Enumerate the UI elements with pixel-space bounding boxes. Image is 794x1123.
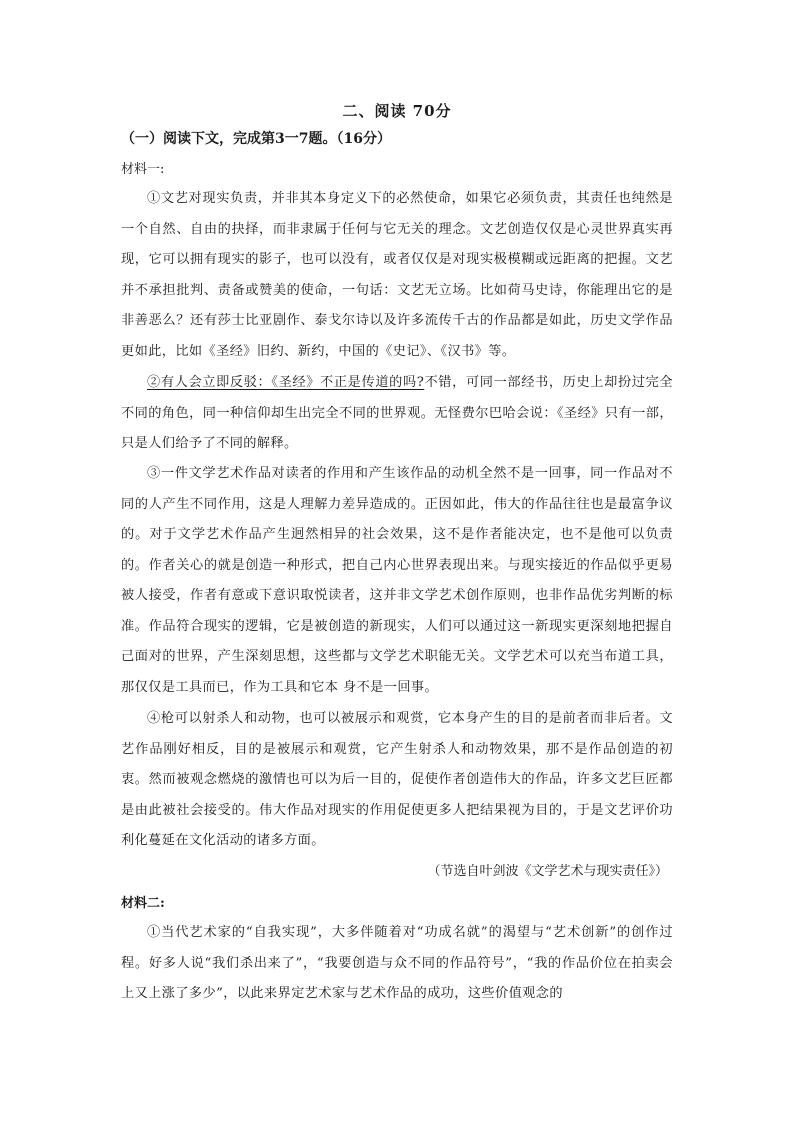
source-citation: （节选自叶剑波《文学艺术与现实责任》） bbox=[427, 864, 668, 879]
material-one-paragraph-3: ③一件文学艺术作品对读者的作用和产生该作品的动机全然不是一回事，同一作品对不同的人产生不同作用，这是人理解力差异造成的。正因如此，伟大的作品往往也是最富争议的。对于文学艺术作品产生迥然相异的社会效果，这不是作者能决定，也不是他可以负责的。作者关心的就是创造一种形式，把自己内心世界表现出来。与现实接近的作品似乎更易被人接受，作者有意或下意识取悦读者，这并非文学艺术创作原则，也非作品优劣判断的标准。作品符合现实的逻辑，它是被创造的新现实，人们可以通过这一新现实更深刻地把握自己面对的世界，产生深刻思想，这些都与文学艺术职能无关。文学艺术可以充当布道工具，那仅仅是工具而已，作为工具和它本 身不是一回事。 bbox=[121, 466, 673, 695]
paragraph-2-rest: 不错，可同一部经书，历史上却扮过完全不同的角色，同一种信仰却生出完全不同的世界观。无怪费尔巴哈会说：《圣经》只有一部，只是人们给予了不同的解释。 bbox=[121, 375, 673, 451]
material-one-paragraph-4: ④枪可以射杀人和动物，也可以被展示和观赏，它本身产生的目的是前者而非后者。文艺作品刚好相反，目的是被展示和观赏，它产生射杀人和动物效果，那不是作品创造的初衷。然而被观念燃烧的激情也可以为后一目的，促使作者创造伟大的作品，许多文艺巨匠都是由此被社会接受的。伟大作品对现实的作用促使更多人把结果视为目的，于是文艺评价功利化蔓延在文化活动的诸多方面。 bbox=[121, 711, 673, 848]
material-two-label: 材料二: bbox=[121, 896, 165, 911]
material-two-paragraph-1: ①当代艺术家的“自我实现”，大多伴随着对“功成名就”的渴望与“艺术创新”的创作过 程。好多人说“我们杀出来了”，“我要创造与众不同的作品符号”，“我的作品价位在拍卖会上又上涨了多少”，以此来界定艺术家与艺术作品的成功，这些价值观念的 bbox=[121, 925, 673, 1001]
material-one-paragraph-2 bbox=[121, 368, 673, 460]
section-heading: （一）阅读下文，完成第3一7题。（16分） bbox=[121, 131, 391, 147]
material-one-label: 材料一: bbox=[121, 162, 165, 177]
page-title: 二、阅读 70分 bbox=[342, 102, 452, 120]
underlined-rebuttal: ②有人会立即反驳：《圣经》不正是传道的吗? bbox=[147, 375, 425, 390]
material-one-paragraph-1: ①文艺对现实负责，并非其本身定义下的必然使命，如果它必须负责，其责任也纯然是一个自然、自由的抉择，而非隶属于任何与它无关的理念。文艺创造仅仅是心灵世界真实再现，它可以拥有现实的影子，也可以没有，或者仅仅是对现实极模糊或远距离的把握。文艺并不承担批判、责备或赞美的使命，一句话：文艺无立场。比如荷马史诗，你能理出它的是非善恶么？还有莎士比亚剧作、泰戈尔诗以及许多流传千古的作品都是如此，历史文学作品更如此，比如《圣经》旧约、新约，中国的《史记》、《汉书》等。 bbox=[121, 191, 673, 359]
